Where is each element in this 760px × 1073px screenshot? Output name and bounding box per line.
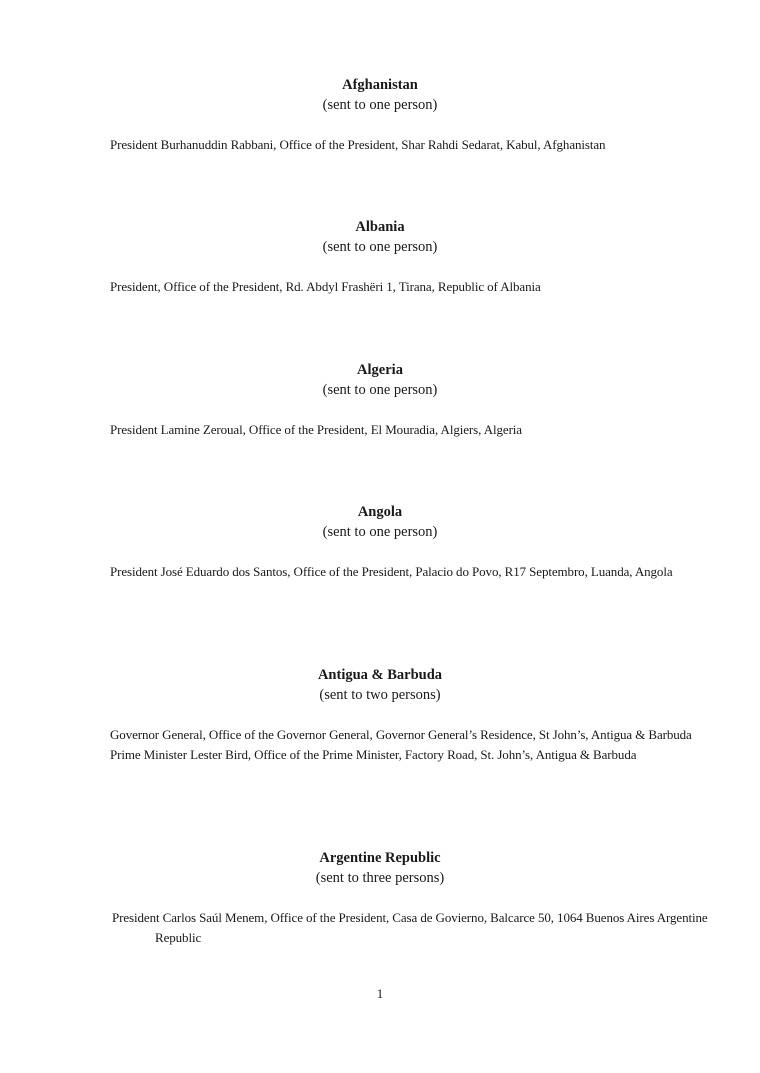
address-entry: President Burhanuddin Rabbani, Office of the President, Shar Rahdi Sedarat, Kabul, Afghanistan: [110, 137, 606, 152]
page-number: 1: [376, 986, 384, 1001]
section-albania: [0, 217, 760, 297]
country-heading: Angola: [357, 504, 403, 520]
address-entry: President Carlos Saúl Menem, Office of the President, Casa de Govierno, Balcarce 50, 1064 Buenos Aires Argentine Republic: [112, 910, 708, 945]
recipient-count-note: (sent to two persons): [319, 687, 441, 703]
address-entry: President Lamine Zeroual, Office of the President, El Mouradia, Algiers, Algeria: [110, 422, 522, 437]
section-argentine-republic: [0, 848, 760, 948]
recipient-count-note: (sent to one person): [322, 97, 438, 113]
country-heading: Argentine Republic: [319, 850, 441, 866]
section-algeria: [0, 360, 760, 440]
recipient-count-note: (sent to one person): [322, 524, 438, 540]
section-angola: [0, 502, 760, 582]
recipient-count-note: (sent to one person): [322, 239, 438, 255]
address-entry: Governor General, Office of the Governor General, Governor General’s Residence, St John’s, Antigua & Barbuda: [110, 727, 692, 742]
country-heading: Algeria: [357, 362, 403, 378]
country-heading: Afghanistan: [342, 77, 418, 93]
address-entry: President, Office of the President, Rd. Abdyl Frashëri 1, Tirana, Republic of Albania: [110, 279, 541, 294]
recipient-count-note: (sent to three persons): [315, 870, 445, 886]
country-heading: Antigua & Barbuda: [317, 667, 443, 683]
recipient-count-note: (sent to one person): [322, 382, 438, 398]
address-entry: President José Eduardo dos Santos, Office of the President, Palacio do Povo, R17 Septembro, Luanda, Angola: [110, 564, 673, 579]
address-entry: Prime Minister Lester Bird, Office of the Prime Minister, Factory Road, St. John’s, Antigua & Barbuda: [110, 747, 637, 762]
section-afghanistan: [0, 75, 760, 155]
country-heading: Albania: [355, 219, 405, 235]
section-antigua-barbuda: [0, 665, 760, 765]
